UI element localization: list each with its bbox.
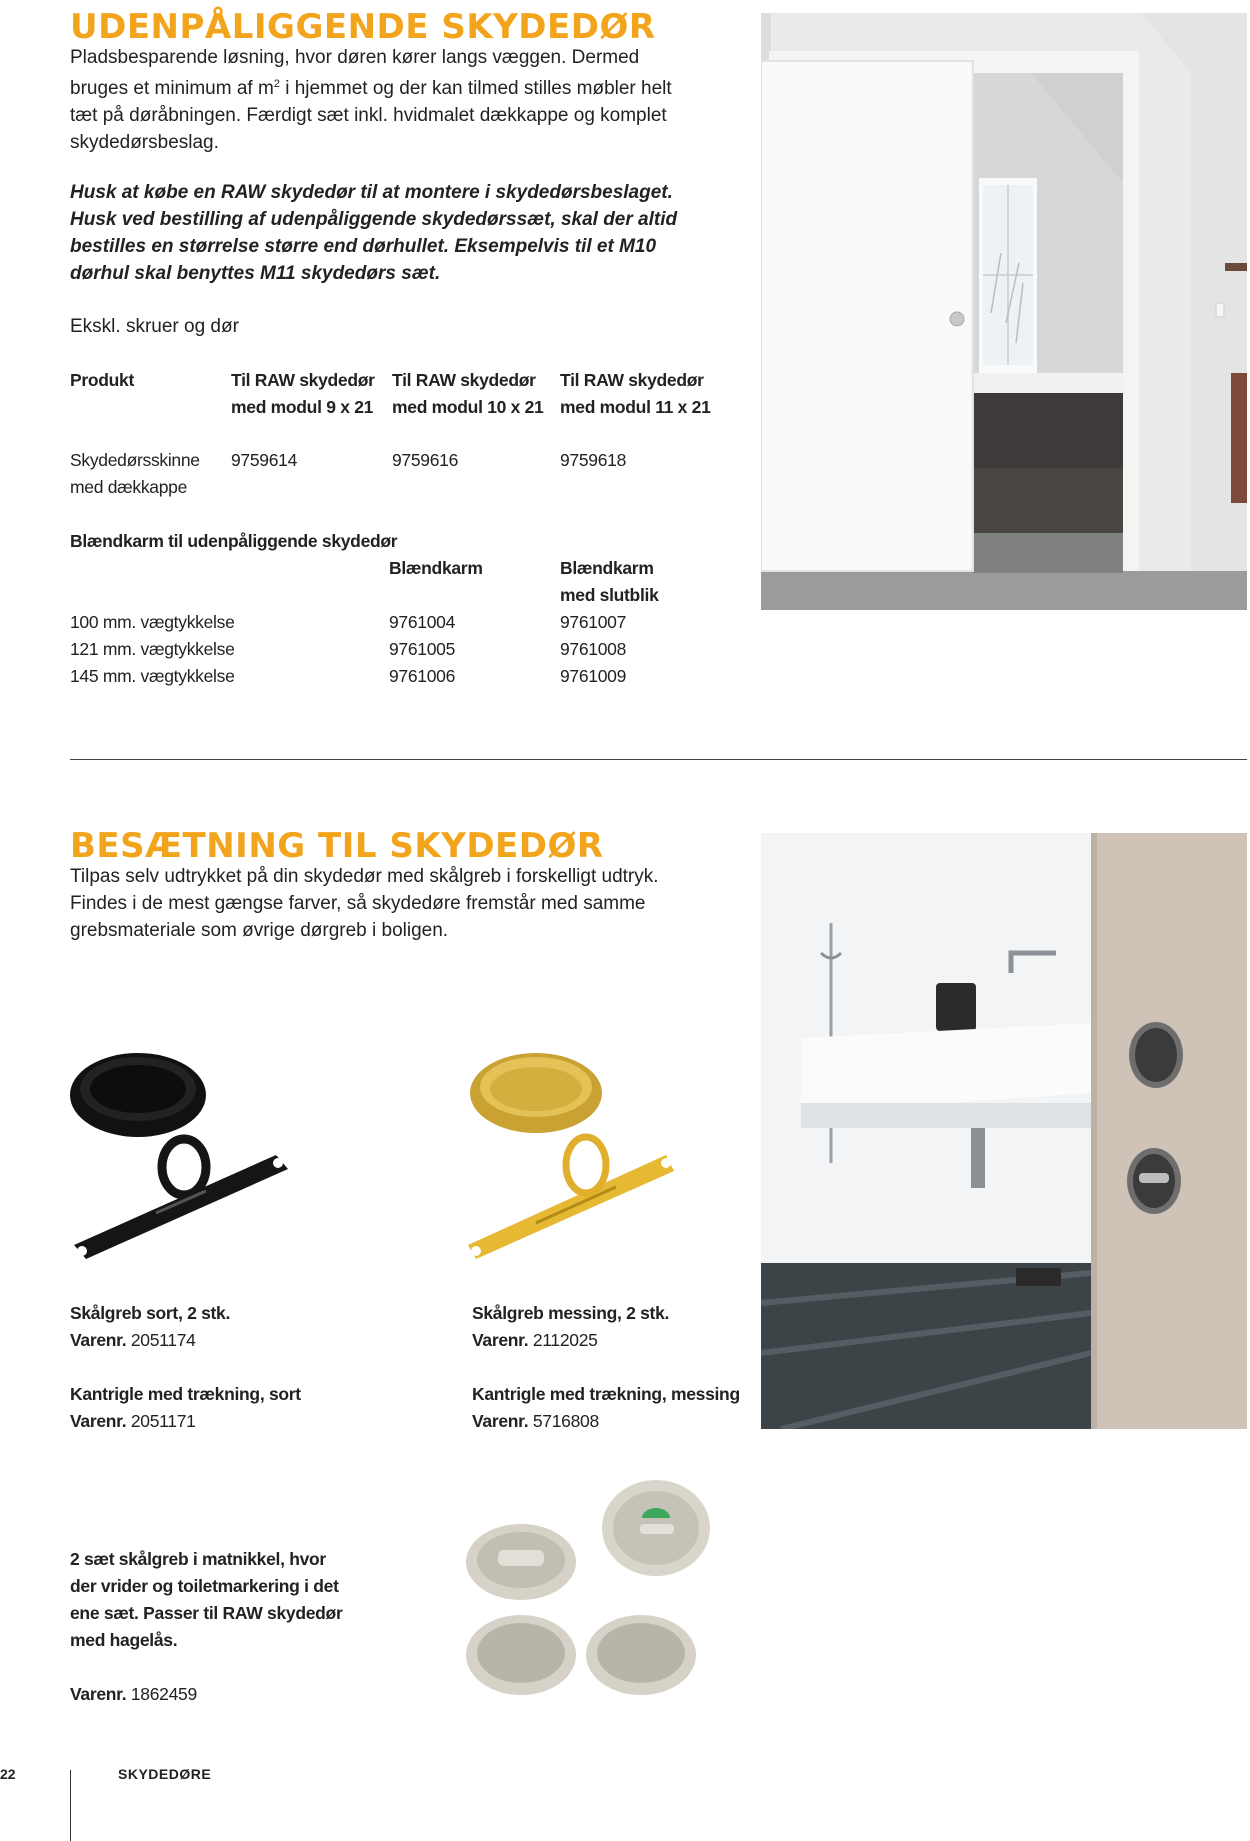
table-header-product: Produkt [70, 370, 135, 390]
footer-divider [70, 1770, 71, 1841]
intro-line: skydedørsbeslag. [70, 132, 219, 153]
product-varenr: Varenr. 5716808 [472, 1411, 599, 1431]
bathroom-illustration [761, 833, 1247, 1429]
excl-note: Ekskl. skruer og dør [70, 316, 239, 337]
table-cell: 9759616 [392, 450, 459, 470]
nickel-handle-with-turn-icon [466, 1524, 576, 1600]
table-cell: 9761008 [560, 639, 627, 659]
sliding-door-photo [761, 13, 1247, 610]
product-name: Kantrigle med trækning, sort [70, 1384, 301, 1404]
note-line: dørhul skal benyttes M11 skydedørs sæt. [70, 263, 441, 284]
product-varenr: Varenr. 2112025 [472, 1330, 598, 1350]
intro-line: tæt på døråbningen. Færdigt sæt inkl. hvidmalet dækkappe og komplet [70, 105, 667, 126]
section-title-fittings: BESÆTNING TIL SKYDEDØR [70, 826, 604, 866]
black-cup-handle-icon [66, 1045, 296, 1260]
section2-intro [70, 863, 750, 944]
table-row-label-sub: med dækkappe [70, 477, 188, 497]
page-number: 22 [0, 1766, 16, 1782]
product-name: Kantrigle med trækning, messing [472, 1384, 740, 1404]
product-name: Skålgreb sort, 2 stk. [70, 1303, 231, 1323]
matnikkel-handles-icon [460, 1480, 720, 1710]
matnikkel-line: der vrider og toiletmarkering i det [70, 1576, 339, 1596]
section-divider [70, 759, 1247, 760]
brass-handles-photo [466, 1045, 696, 1260]
matnikkel-line: med hagelås. [70, 1630, 178, 1650]
table-cell: 9761006 [389, 666, 456, 686]
section1-intro [70, 44, 740, 156]
intro-line: Tilpas selv udtrykket på din skydedør med skålgreb i forskelligt udtryk. [70, 866, 659, 887]
toilet-lock-handle-icon [1127, 1148, 1181, 1214]
nickel-cup-handle-icon [586, 1615, 696, 1695]
table-row-label: 100 mm. vægtykkelse [70, 612, 235, 632]
table-cell: 9761009 [560, 666, 627, 686]
table-header-col2-sub: med modul 10 x 21 [392, 397, 544, 417]
brass-edge-bolt-icon [468, 1137, 674, 1259]
table-header-col1: Til RAW skydedør [231, 370, 375, 390]
intro-line: grebsmateriale som øvrige dørgreb i boligen. [70, 920, 449, 941]
table-cell: 9759618 [560, 450, 627, 470]
black-handles-photo [66, 1045, 296, 1260]
table-cell: 9759614 [231, 450, 298, 470]
table-header-col3: Til RAW skydedør [560, 370, 704, 390]
brass-cup-handle-icon [466, 1045, 696, 1260]
table-header-col3-sub: med modul 11 x 21 [560, 397, 711, 417]
nickel-toilet-indicator-icon [602, 1480, 710, 1576]
section-title-sliding-door: UDENPÅLIGGENDE SKYDEDØR [70, 7, 656, 47]
table-cell: 9761007 [560, 612, 627, 632]
table-cell: 9761004 [389, 612, 456, 632]
frame-table-col1: Blændkarm [389, 558, 483, 578]
product-varenr: Varenr. 2051174 [70, 1330, 196, 1350]
frame-table-col2-sub: med slutblik [560, 585, 659, 605]
matnikkel-handles-photo [460, 1480, 720, 1710]
matnikkel-varenr: Varenr. 1862459 [70, 1684, 197, 1704]
table-header-col2: Til RAW skydedør [392, 370, 536, 390]
product-name: Skålgreb messing, 2 stk. [472, 1303, 670, 1323]
table-row-label: Skydedørsskinne [70, 450, 200, 470]
note-line: Husk ved bestilling af udenpåliggende skydedørssæt, skal der altid [70, 209, 678, 230]
sliding-door-illustration [761, 13, 1247, 610]
table-cell: 9761005 [389, 639, 456, 659]
note-line: Husk at købe en RAW skydedør til at montere i skydedørsbeslaget. [70, 182, 673, 203]
intro-line: Findes i de mest gængse farver, så skydedøre fremstår med samme [70, 893, 646, 914]
table-row-label: 145 mm. vægtykkelse [70, 666, 235, 686]
matnikkel-description [70, 1546, 370, 1654]
frame-table-title: Blændkarm til udenpåliggende skydedør [70, 531, 398, 551]
recessed-handle-icon [1129, 1022, 1183, 1088]
matnikkel-line: 2 sæt skålgreb i matnikkel, hvor [70, 1549, 326, 1569]
black-edge-bolt-icon [74, 1139, 288, 1259]
note-line: bestilles en størrelse større end dørhullet. Eksempelvis til et M10 [70, 236, 657, 257]
footer-section-label: SKYDEDØRE [118, 1766, 212, 1782]
frame-table-col2: Blændkarm [560, 558, 654, 578]
section1-note [70, 179, 750, 287]
product-varenr: Varenr. 2051171 [70, 1411, 196, 1431]
matnikkel-line: ene sæt. Passer til RAW skydedør [70, 1603, 343, 1623]
table-header-col1-sub: med modul 9 x 21 [231, 397, 374, 417]
nickel-cup-handle-icon [466, 1615, 576, 1695]
intro-line: Pladsbesparende løsning, hvor døren kører langs væggen. Dermed [70, 47, 640, 68]
intro-line: bruges et minimum af $m^2$ i hjemmet og der kan tilmed stilles møbler helt [70, 78, 672, 99]
table-row-label: 121 mm. vægtykkelse [70, 639, 235, 659]
bathroom-handle-photo [761, 833, 1247, 1429]
